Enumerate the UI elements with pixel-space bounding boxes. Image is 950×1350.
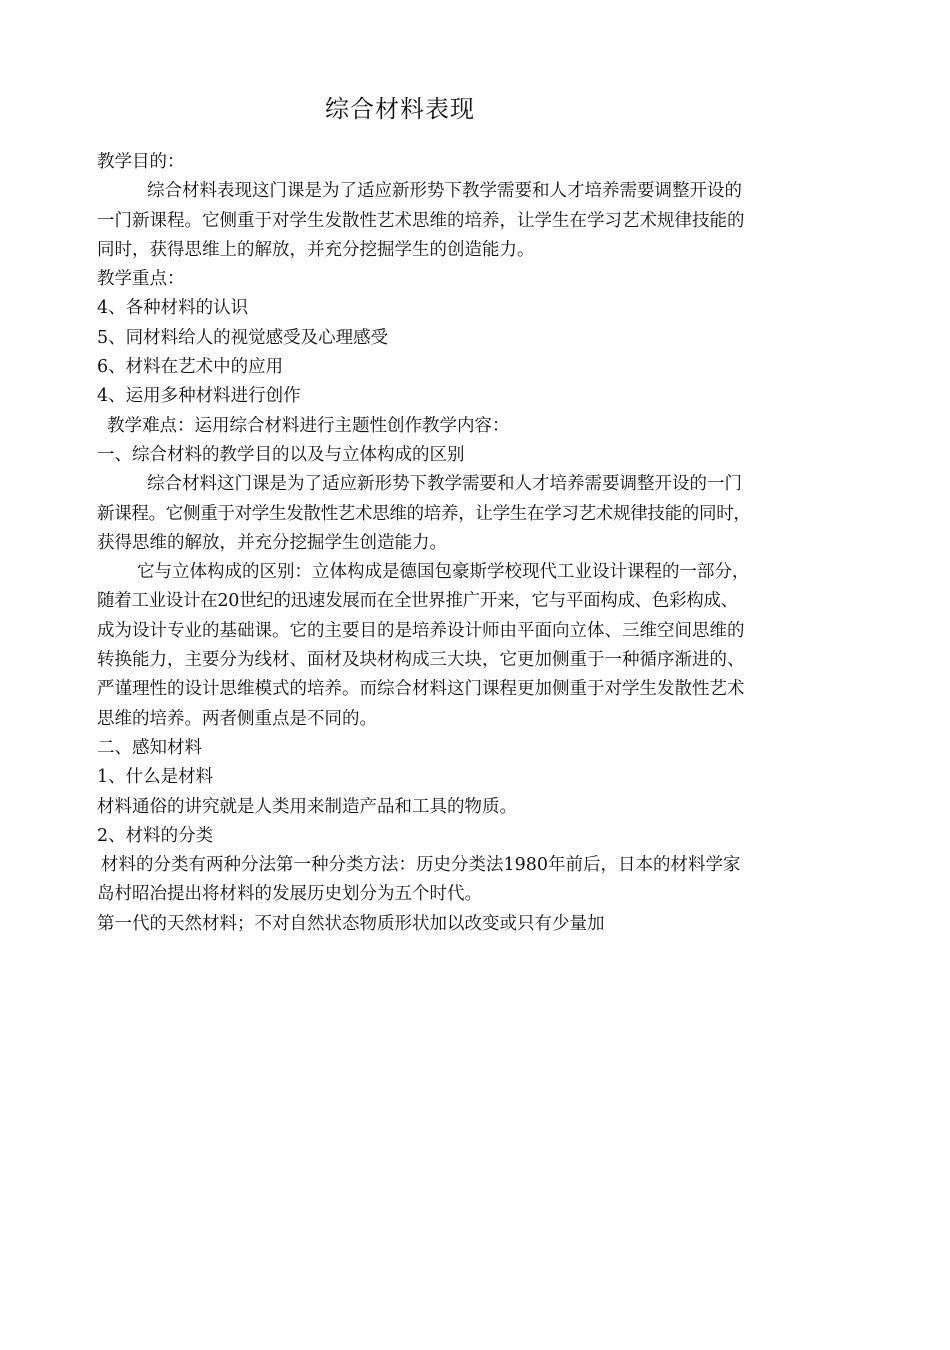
subsection-heading: 1、什么是材料 <box>97 767 214 788</box>
document-title: 综合材料表现 <box>325 95 475 123</box>
subsection-heading: 2、材料的分类 <box>97 825 214 846</box>
document-body <box>97 148 867 939</box>
paragraph-line: 成为设计专业的基础课。它的主要目的是培养设计师由平面向立体、三维空间思维的 <box>97 620 745 641</box>
paragraph-line: 严谨理性的设计思维模式的培养。而综合材料这门课程更加侧重于对学生发散性艺术 <box>97 679 745 700</box>
section-heading-1: 一、综合材料的教学目的以及与立体构成的区别 <box>97 444 465 465</box>
paragraph-line: 综合材料表现这门课是为了适应新形势下教学需要和人才培养需要调整开设的 <box>147 181 742 202</box>
heading-teaching-purpose: 教学目的： <box>97 152 185 172</box>
paragraph-line: 同时，获得思维上的解放，并充分挖掘学生的创造能力。 <box>97 239 535 260</box>
heading-teaching-difficulty: 教学难点：运用综合材料进行主题性创作教学内容： <box>107 415 510 436</box>
paragraph-line: 一门新课程。它侧重于对学生发散性艺术思维的培养，让学生在学习艺术规律技能的 <box>97 210 745 231</box>
list-item: 4、运用多种材料进行创作 <box>97 386 301 407</box>
paragraph-line: 材料的分类有两种分法第一种分类方法：历史分类法1980年前后，日本的材料学家 <box>101 855 741 876</box>
paragraph-line: 岛村昭冶提出将材料的发展历史划分为五个时代。 <box>97 884 482 905</box>
paragraph-line: 新课程。它侧重于对学生发散性艺术思维的培养，让学生在学习艺术规律技能的同时， <box>97 503 751 524</box>
paragraph-line: 它与立体构成的区别：立体构成是德国包豪斯学校现代工业设计课程的一部分， <box>137 562 750 583</box>
list-item: 5、同材料给人的视觉感受及心理感受 <box>97 327 389 348</box>
paragraph-line: 材料通俗的讲究就是人类用来制造产品和工具的物质。 <box>97 796 517 817</box>
paragraph-line: 综合材料这门课是为了适应新形势下教学需要和人才培养需要调整开设的一门 <box>147 474 742 495</box>
paragraph-line: 思维的培养。两者侧重点是不同的。 <box>97 708 377 729</box>
list-item: 4、各种材料的认识 <box>97 298 249 319</box>
paragraph-line: 第一代的天然材料；不对自然状态物质形状加以改变或只有少量加 <box>97 913 605 934</box>
paragraph-line: 随着工业设计在20世纪的迅速发展而在全世界推广开来，它与平面构成、色彩构成、 <box>97 591 738 612</box>
heading-teaching-focus: 教学重点： <box>97 269 185 290</box>
paragraph-line: 转换能力，主要分为线材、面材及块材构成三大块，它更加侧重于一种循序渐进的、 <box>97 650 745 671</box>
list-item: 6、材料在艺术中的应用 <box>97 357 284 378</box>
paragraph-line: 获得思维的解放，并充分挖掘学生创造能力。 <box>97 532 447 553</box>
section-heading-2: 二、感知材料 <box>97 737 202 758</box>
